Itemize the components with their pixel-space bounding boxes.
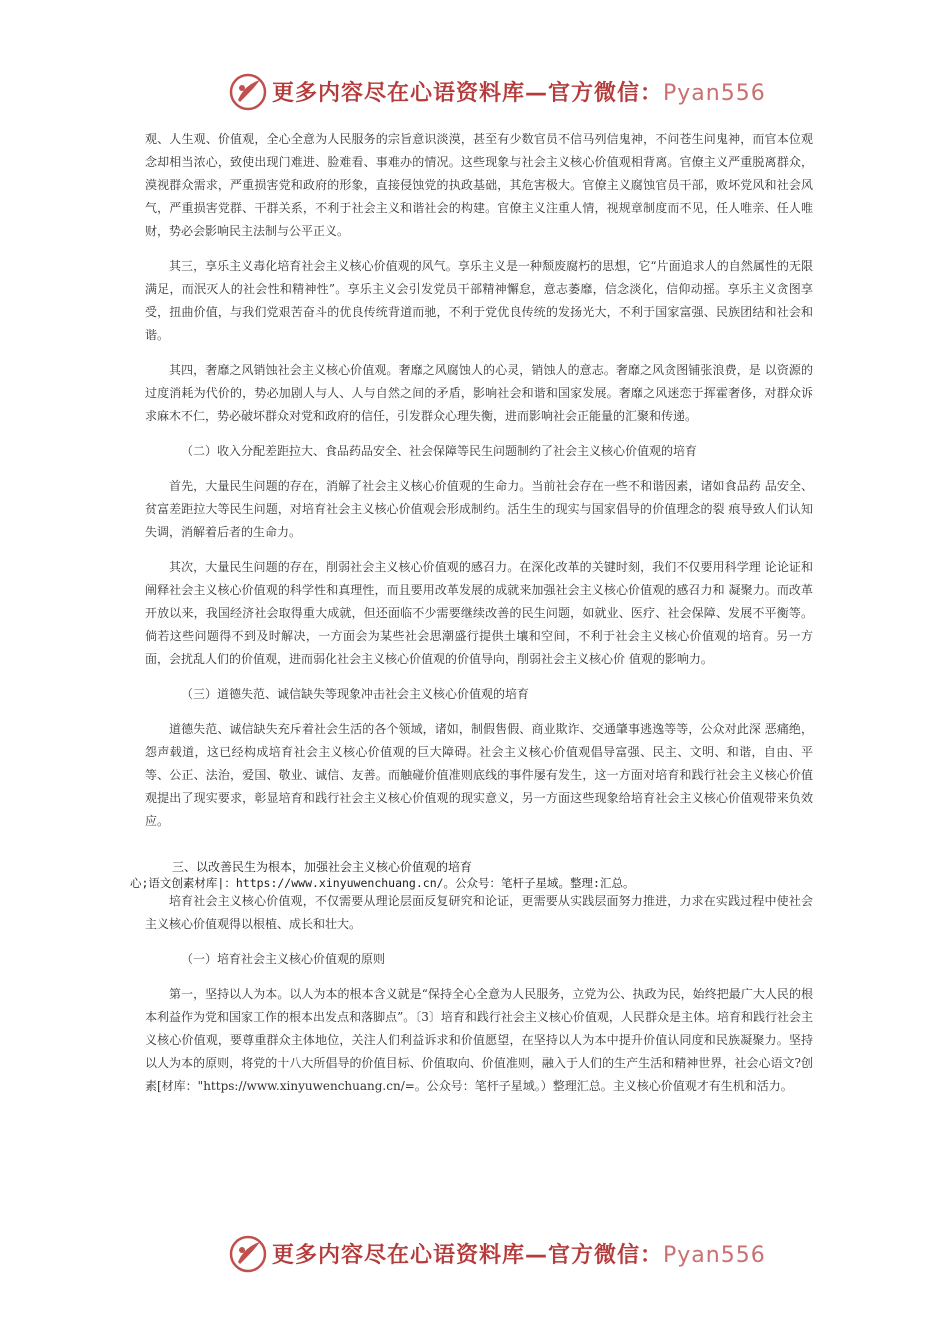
section-heading: （二）收入分配差距拉大、食品药品安全、社会保障等民生问题制约了社会主义核心价值观的培育 [181, 444, 698, 458]
document-body [145, 128, 813, 845]
paragraph: 其四，奢靡之风销蚀社会主义核心价值观。奢靡之风腐蚀人的心灵，销蚀人的意志。奢靡之风贪图铺张浪费，是 以资源的过度消耗为代价的，势必加剧人与人、人与自然之间的矛盾，影响社会和谐和国家发展。奢靡之风迷恋于挥霍奢侈，对群众诉求麻木不仁，势必破坏群众对党和政府的信任，引发群众心理失衡，进而影响社会正能量的汇聚和传递。 [145, 363, 813, 423]
paragraph: 培育社会主义核心价值观，不仅需要从理论层面反复研究和论证，更需要从实践层面努力推进，力求在实践过程中使社会主义核心价值观得以根植、成长和壮大。 [145, 894, 813, 931]
brand-logo-icon [228, 1234, 268, 1274]
banner-cn-text: 更多内容尽在心语资料库—官方微信： [272, 81, 664, 106]
paragraph: 其次，大量民生问题的存在，削弱社会主义核心价值观的感召力。在深化改革的关键时刻，我们不仅要用科学理 论论证和阐释社会主义核心价值观的科学性和真理性，而且要用改革发展的成就来加强社会主义核心价值观的感召力和 凝聚力。而改革开放以来，我国经济社会取得重大成就，但还面临不少需要继续改善的民生问题，如就业、医疗、社会保障、发展不平衡等。倘若这些问题得不到及时解决，一方面会为某些社会思潮盛行提供土壤和空间，不利于社会主义核心价值观的培育。另一方面，会扰乱人们的价值观，进而弱化社会主义核心价值观的价值导向，削弱社会主义核心价 值观的影响力。 [145, 560, 813, 666]
banner-text [272, 76, 766, 107]
watermark-line: 心;语文创素材库|：https://www.xinyuwenchuang.cn/。公众号：笔杆子星域。整理:汇总。 [130, 876, 635, 890]
footer-banner [0, 1232, 950, 1276]
banner-wechat-id: Pyan556 [663, 81, 766, 106]
banner-cn-text: 更多内容尽在心语资料库—官方微信： [272, 1243, 664, 1268]
brand-logo-icon [228, 72, 268, 112]
section-heading: （三）道德失范、诚信缺失等现象冲击社会主义核心价值观的培育 [181, 687, 530, 701]
paragraph: 道德失范、诚信缺失充斥着社会生活的各个领域，诸如，制假售假、商业欺诈、交通肇事逃逸等等，公众对此深 恶痛绝，怨声载道，这已经构成培育社会主义核心价值观的巨大障碍。社会主义核心价值观倡导富强、民主、文明、和谐，自由、平等、公正、法治，爱国、敬业、诚信、友善。而触碰价值准则底线的事件屡有发生，这一方面对培育和践行社会主义核心价值观提出了现实要求，彰显培育和践行社会主义核心价值观的现实意义，另一方面这些现象给培育社会主义核心价值观带来负效应。 [145, 722, 813, 828]
paragraph: 其三，享乐主义毒化培育社会主义核心价值观的风气。享乐主义是一种颓废腐朽的思想，它“片面追求人的自然属性的无限满足，而泯灭人的社会性和精神性”。享乐主义会引发党员干部精神懈怠，意志萎靡，信念淡化，信仰动摇。享乐主义贪图享受，扭曲价值，与我们党艰苦奋斗的优良传统背道而驰，不利于党优良传统的发扬光大，不利于国家富强、民族团结和社会和谐。 [145, 259, 813, 342]
banner-text [272, 1238, 766, 1269]
header-banner [0, 70, 950, 114]
chapter-heading: 三、以改善民生为根本，加强社会主义核心价值观的培育 [172, 860, 473, 874]
document-body-continued [145, 890, 813, 1110]
banner-wechat-id: Pyan556 [663, 1243, 766, 1268]
paragraph: 第一，坚持以人为本。以人为本的根本含义就是“保持全心全意为人民服务，立党为公、执政为民，始终把最广大人民的根本利益作为党和国家工作的根本出发点和落脚点”。〔3〕培育和践行社会主义核心价值观，人民群众是主体。培育和践行社会主义核心价值观，要尊重群众主体地位，关注人们利益诉求和价值愿望，在坚持以人为本中提升价值认同度和民族凝聚力。坚持以人为本的原则，将党的十八大所倡导的价值目标、价值取向、价值准则，融入于人们的生产生活和精神世界，社会心语文?创素[材库："https://www.xinyuwenchuang.cn/=。公众号：笔杆子星域。）整理汇总。主义核心价值观才有生机和活力。 [145, 987, 813, 1093]
paragraph: 首先，大量民生问题的存在，消解了社会主义核心价值观的生命力。当前社会存在一些不和谐因素，诸如食品药 品安全、贫富差距拉大等民生问题，对培育社会主义核心价值观会形成制约。活生生的现实与国家倡导的价值理念的裂 痕导致人们认知失调，消解着后者的生命力。 [145, 479, 813, 539]
paragraph: 观、人生观、价值观，全心全意为人民服务的宗旨意识淡漠，甚至有少数官员不信马列信鬼神，不问苍生问鬼神，而官本位观念却相当浓心，致使出现门难进、脸难看、事难办的情况。这些现象与社会主义核心价值观相背离。官僚主义严重脱离群众，漠视群众需求，严重损害党和政府的形象，直接侵蚀党的执政基础，其危害极大。官僚主义腐蚀官员干部，败坏党风和社会风气，严重损害党群、干群关系，不利于社会主义和谐社会的构建。官僚主义注重人情，视规章制度而不见，任人唯亲、任人唯财，势必会影响民主法制与公平正义。 [145, 132, 813, 238]
section-heading: （一）培育社会主义核心价值观的原则 [181, 952, 386, 966]
